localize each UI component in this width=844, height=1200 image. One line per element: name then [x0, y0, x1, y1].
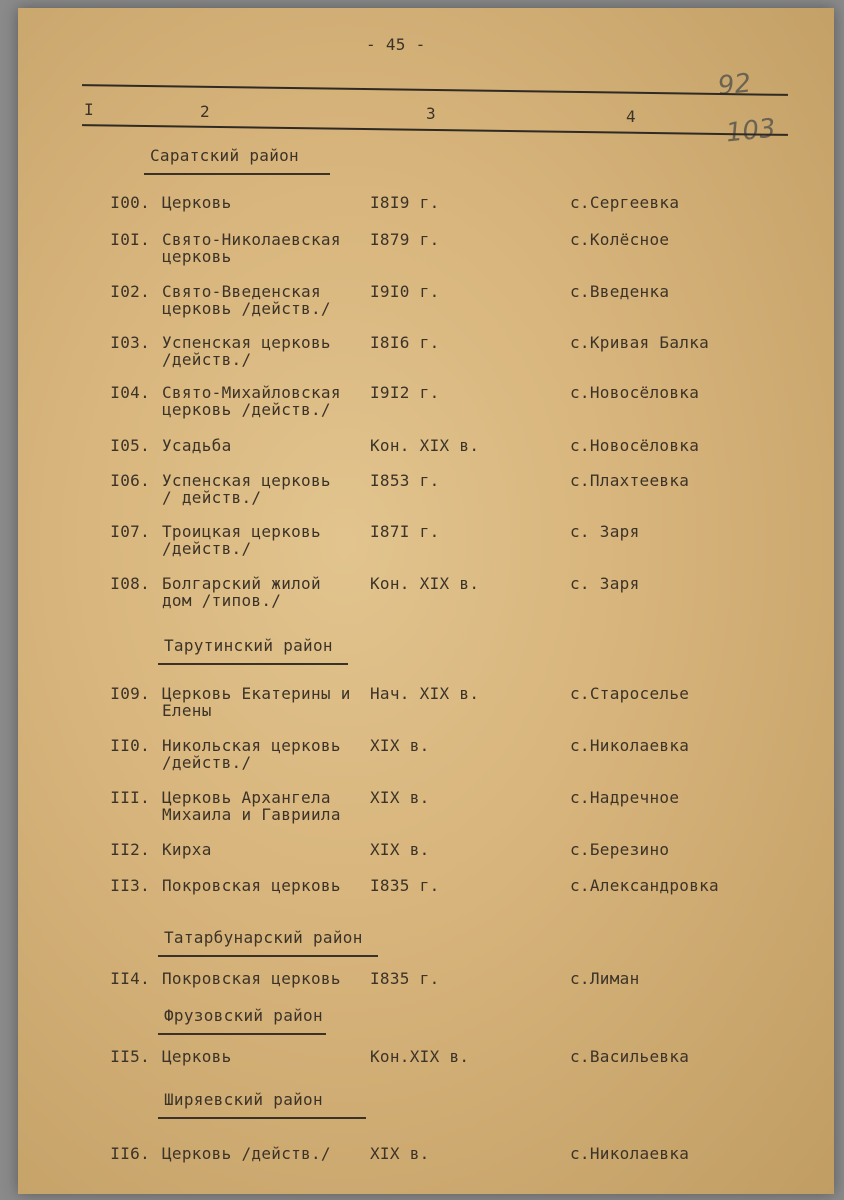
object-name: Церковь Архангела [162, 788, 331, 807]
section-title: Саратский район [150, 146, 299, 165]
object-name-continued: церковь [162, 247, 232, 266]
object-name-continued: /действ./ [162, 753, 252, 772]
object-name: Успенская церковь [162, 471, 331, 490]
row-number: I00. [110, 193, 150, 212]
object-name: Усадьба [162, 436, 232, 455]
table-header-rule [82, 124, 788, 136]
object-date: I9I0 г. [370, 282, 440, 301]
object-name: Свято-Введенская [162, 282, 321, 301]
object-date: Кон. XIX в. [370, 574, 480, 593]
row-number: I05. [110, 436, 150, 455]
object-name: Свято-Михайловская [162, 383, 341, 402]
object-date: I8I6 г. [370, 333, 440, 352]
object-name: Болгарский жилой [162, 574, 321, 593]
row-number: I0I. [110, 230, 150, 249]
row-number: I02. [110, 282, 150, 301]
table-top-rule [82, 84, 788, 96]
object-location: с.Александровка [570, 876, 719, 895]
object-name-continued: церковь /действ./ [162, 299, 331, 318]
section-title: Ширяевский район [164, 1090, 323, 1109]
object-name: Церковь [162, 193, 232, 212]
row-number: I06. [110, 471, 150, 490]
object-name-continued: / действ./ [162, 488, 262, 507]
column-header-3: 3 [426, 104, 436, 123]
object-date: Нач. XIX в. [370, 684, 480, 703]
object-name: Троицкая церковь [162, 522, 321, 541]
object-name-continued: /действ./ [162, 539, 252, 558]
object-location: с.Новосёловка [570, 383, 700, 402]
row-number: II3. [110, 876, 150, 895]
section-title: Тарутинский район [164, 636, 333, 655]
column-header-4: 4 [626, 107, 636, 126]
row-number: II5. [110, 1047, 150, 1066]
object-date: I87I г. [370, 522, 440, 541]
object-location: с.Васильевка [570, 1047, 690, 1066]
row-number: I08. [110, 574, 150, 593]
document-page [18, 8, 834, 1194]
row-number: I04. [110, 383, 150, 402]
object-name-continued: церковь /действ./ [162, 400, 331, 419]
object-date: I835 г. [370, 876, 440, 895]
section-title: Татарбунарский район [164, 928, 363, 947]
object-date: Кон.XIX в. [370, 1047, 470, 1066]
row-number: I07. [110, 522, 150, 541]
section-title-underline [158, 663, 348, 665]
object-location: с.Николаевка [570, 1144, 690, 1163]
section-title: Фрузовский район [164, 1006, 323, 1025]
object-location: с.Сергеевка [570, 193, 680, 212]
object-location: с.Березино [570, 840, 670, 859]
pencil-mark-bottom: 103 [724, 113, 778, 149]
section-title-underline [158, 1117, 366, 1119]
object-date: XIX в. [370, 840, 430, 859]
object-location: с.Плахтеевка [570, 471, 690, 490]
object-date: XIX в. [370, 1144, 430, 1163]
page-number: - 45 - [366, 35, 426, 54]
pencil-mark-top: 92 [716, 68, 753, 102]
object-name: Кирха [162, 840, 212, 859]
row-number: III. [110, 788, 150, 807]
object-name: Покровская церковь [162, 969, 341, 988]
object-name: Церковь Екатерины и [162, 684, 351, 703]
object-date: I853 г. [370, 471, 440, 490]
object-name: Церковь [162, 1047, 232, 1066]
column-header-2: 2 [200, 102, 210, 121]
object-location: с.Староселье [570, 684, 690, 703]
object-location: с.Колёсное [570, 230, 670, 249]
object-location: с.Лиман [570, 969, 640, 988]
section-title-underline [158, 955, 378, 957]
object-name: Никольская церковь [162, 736, 341, 755]
row-number: II6. [110, 1144, 150, 1163]
object-location: с. Заря [570, 574, 640, 593]
object-date: XIX в. [370, 788, 430, 807]
object-location: с. Заря [570, 522, 640, 541]
column-header-1: I [84, 100, 94, 119]
object-name-continued: дом /типов./ [162, 591, 282, 610]
object-date: I835 г. [370, 969, 440, 988]
object-name-continued: Михаила и Гавриила [162, 805, 341, 824]
row-number: I03. [110, 333, 150, 352]
object-date: I9I2 г. [370, 383, 440, 402]
object-location: с.Кривая Балка [570, 333, 710, 352]
object-date: Кон. XIX в. [370, 436, 480, 455]
object-location: с.Введенка [570, 282, 670, 301]
row-number: II4. [110, 969, 150, 988]
section-title-underline [158, 1033, 326, 1035]
row-number: II0. [110, 736, 150, 755]
row-number: II2. [110, 840, 150, 859]
object-location: с.Николаевка [570, 736, 690, 755]
object-date: I8I9 г. [370, 193, 440, 212]
object-name-continued: /действ./ [162, 350, 252, 369]
object-location: с.Надречное [570, 788, 680, 807]
object-date: XIX в. [370, 736, 430, 755]
object-name: Церковь /действ./ [162, 1144, 331, 1163]
object-name: Успенская церковь [162, 333, 331, 352]
object-name: Свято-Николаевская [162, 230, 341, 249]
object-name: Покровская церковь [162, 876, 341, 895]
section-title-underline [144, 173, 330, 175]
row-number: I09. [110, 684, 150, 703]
object-location: с.Новосёловка [570, 436, 700, 455]
object-name-continued: Елены [162, 701, 212, 720]
object-date: I879 г. [370, 230, 440, 249]
